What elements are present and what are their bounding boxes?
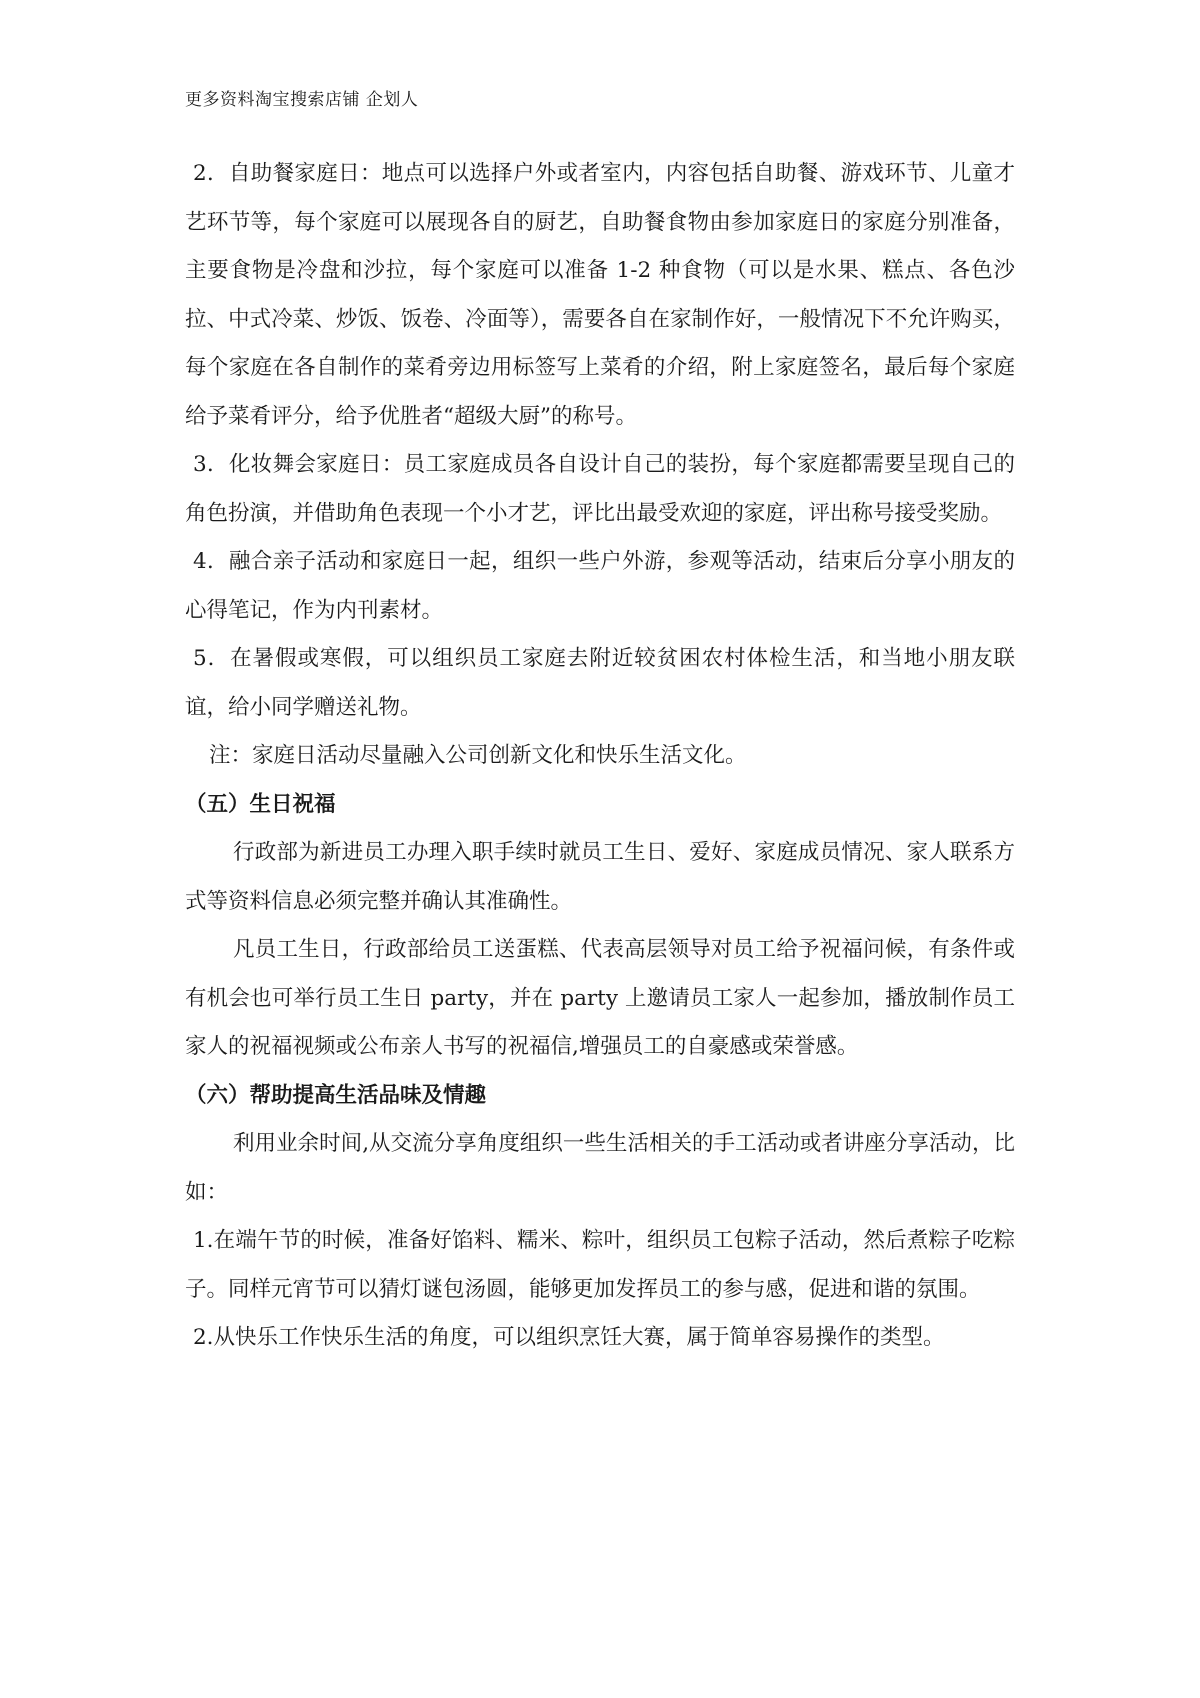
paragraph-costume-ball-family-day: 3．化妆舞会家庭日：员工家庭成员各自设计自己的装扮，每个家庭都需要呈现自己的角色扮演，并借助角色表现一个小才艺，评比出最受欢迎的家庭，评出称号接受奖励。 xyxy=(185,452,1015,526)
paragraph-rural-experience: 5．在暑假或寒假，可以组织员工家庭去附近较贫困农村体检生活，和当地小朋友联谊，给小同学赠送礼物。 xyxy=(185,646,1015,720)
paragraph-buffet-family-day: 2．自助餐家庭日：地点可以选择户外或者室内，内容包括自助餐、游戏环节、儿童才艺环节等，每个家庭可以展现各自的厨艺，自助餐食物由参加家庭日的家庭分别准备，主要食物是冷盘和沙拉，每个家庭可以准备 1-2 种食物（可以是水果、糕点、各色沙拉、中式冷菜、炒饭、饭卷、冷面等），需要各自在家制作好，一般情况下不允许购买，每个家庭在各自制作的菜肴旁边用标签写上菜肴的介绍，附上家庭签名，最后每个家庭给予菜肴评分，给予优胜者“超级大厨”的称号。 xyxy=(185,161,1015,429)
paragraph-birthday-celebration: 凡员工生日，行政部给员工送蛋糕、代表高层领导对员工给予祝福问候，有条件或有机会也可举行员工生日 party，并在 party 上邀请员工家人一起参加，播放制作员工家人的祝福视频或公布亲人书写的祝福信,增强员工的自豪感或荣誉感。 xyxy=(185,937,1015,1059)
document-body xyxy=(185,150,1015,1363)
paragraph-cooking-contest: 2.从快乐工作快乐生活的角度，可以组织烹饪大赛，属于简单容易操作的类型。 xyxy=(193,1325,945,1350)
section-heading-birthday-wishes: （五）生日祝福 xyxy=(185,791,336,817)
paragraph-employee-info: 行政部为新进员工办理入职手续时就员工生日、爱好、家庭成员情况、家人联系方式等资料信息必须完整并确认其准确性。 xyxy=(185,840,1015,914)
paragraph-dragon-boat-festival: 1.在端午节的时候，准备好馅料、糯米、粽叶，组织员工包粽子活动，然后煮粽子吃粽子。同样元宵节可以猜灯谜包汤圆，能够更加发挥员工的参与感，促进和谐的氛围。 xyxy=(185,1228,1015,1302)
paragraph-note: 注：家庭日活动尽量融入公司创新文化和快乐生活文化。 xyxy=(209,743,747,768)
paragraph-parent-child-activity: 4．融合亲子活动和家庭日一起，组织一些户外游，参观等活动，结束后分享小朋友的心得笔记，作为内刊素材。 xyxy=(185,549,1015,623)
section-heading-life-quality: （六）帮助提高生活品味及情趣 xyxy=(185,1082,487,1108)
paragraph-spare-time-activities: 利用业余时间,从交流分享角度组织一些生活相关的手工活动或者讲座分享活动，比如： xyxy=(185,1131,1015,1205)
page-header: 更多资料淘宝搜索店铺 企划人 xyxy=(185,90,419,110)
